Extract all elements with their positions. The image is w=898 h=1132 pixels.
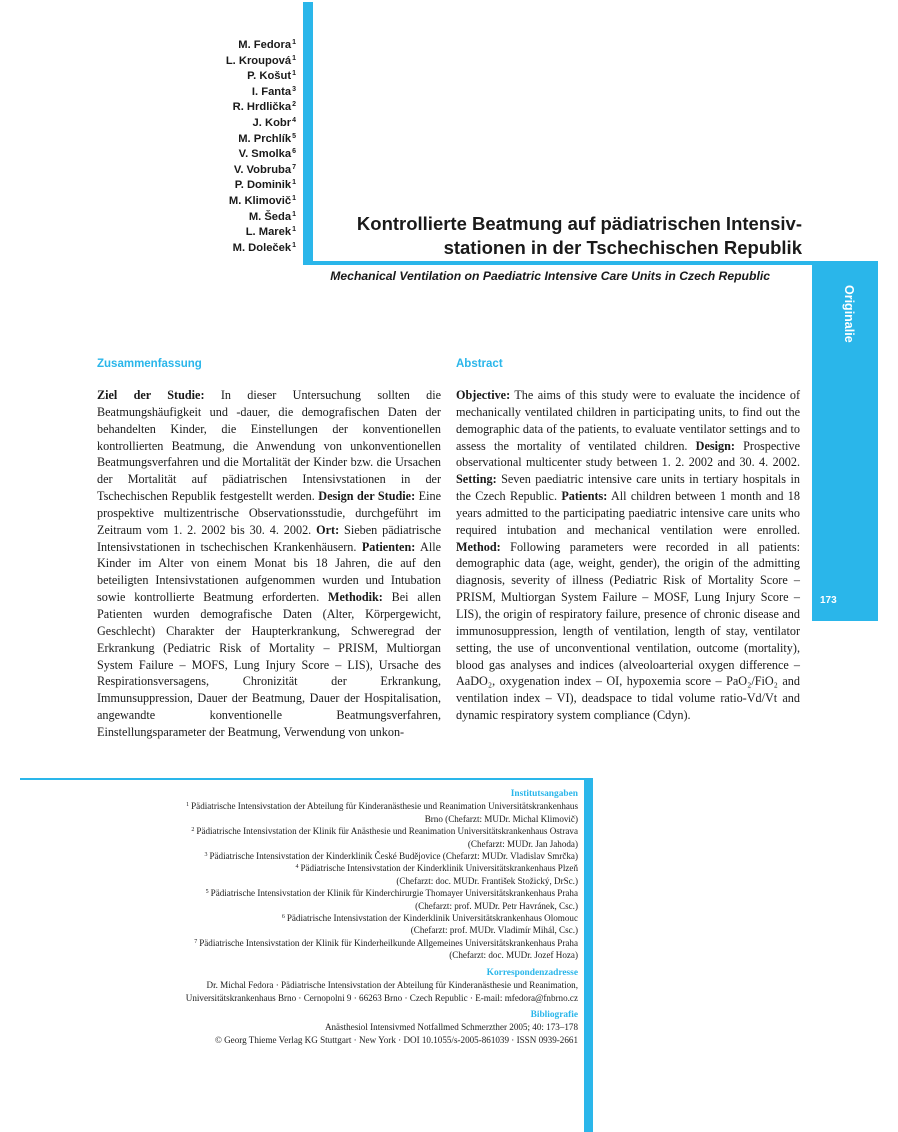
paragraph-text: The aims of this study were to evaluate the incidence of mechanically ventilated children in participating units, to find out the demographic data of the patients, to evaluate ventilator settings and to assess the mortality of ventilated children. <box>456 388 800 453</box>
section-label <box>812 263 878 383</box>
paragraph-text: All children between 1 month and 18 years admitted to the participating paediatric intensive care units who required intubation and mechanical ventilation were enrolled. <box>456 489 800 537</box>
zusammenfassung-column <box>97 356 441 741</box>
bibliography <box>60 1021 578 1046</box>
institution-number: 4 <box>295 864 299 871</box>
author-affiliation-mark: 6 <box>292 148 296 156</box>
paragraph-label: Design: <box>695 438 735 453</box>
paragraph-text: Prospective observational multicenter study between 1. 2. 2002 and 30. 4. 2002. <box>456 438 800 470</box>
paragraph-text: Bei allen Patienten wurden demografische Daten (Alter, Körpergewicht, Geschlecht) Charakter der Haupterkrankung, Schweregrad der Erkrankung (Pediatric Risk of Mortality – PRISM, Multiorgan System Failure – MOFS, Lung Injury Score – LIS), Ursache des Respirationsversagens, Chronizität der Erkrankung, Immunsuppression, Dauer der Beatmung, Dauer der Hospitalisation, angewandte konventionelle Beatmungsverfahren, Einstellungsparameter der Beatmung, Verwendung von unkon- <box>97 590 441 739</box>
author-name: M. Klimovič <box>228 194 292 207</box>
bibliography-line: © Georg Thieme Verlag KG Stuttgart · New York · DOI 10.1055/s-2005-861039 · ISSN 0939-2661 <box>214 1034 578 1045</box>
paragraph-label: Objective: <box>456 388 511 402</box>
paragraph-text: Alle Kinder im Alter von einem Monat bis 18 Jahren, die auf den beteiligten Intensivstationen aufgenommen wurden und Intubation sowie kontrollierte Beatmung erforderten. <box>97 539 441 605</box>
institution-text: (Chefarzt: MUDr. Jan Jahoda) <box>467 838 578 849</box>
institution-line <box>60 800 578 812</box>
page-number: 173 <box>820 595 837 606</box>
institutions-heading: Institutsangaben <box>510 789 578 799</box>
institution-line <box>60 912 578 924</box>
paragraph-label: Ziel der Studie: <box>97 388 205 402</box>
abstract-body <box>456 387 800 724</box>
institution-line <box>60 825 578 837</box>
author <box>150 85 296 101</box>
author <box>150 178 296 194</box>
article-title <box>330 212 802 260</box>
paragraph-label: Setting: <box>456 472 497 487</box>
affiliations-box <box>60 788 578 1046</box>
author-affiliation-mark: 5 <box>292 132 296 140</box>
institution-line <box>60 862 578 874</box>
author-name: I. Fanta <box>251 85 292 98</box>
section-label-text: Originalie <box>842 285 856 343</box>
institution-text: Brno (Chefarzt: MUDr. Michal Klimovič) <box>424 813 578 824</box>
author-affiliation-mark: 1 <box>292 194 296 202</box>
paragraph-text: Sieben pädiatrische Intensivstationen in tschechischen Krankenhäusern. <box>97 522 441 554</box>
institution-text: (Chefarzt: doc. MUDr. František Stožický, DrSc.) <box>396 875 578 886</box>
author <box>150 225 296 241</box>
institution-text: (Chefarzt: doc. MUDr. Jozef Hoza) <box>449 950 578 961</box>
title-underline-rule <box>303 261 878 265</box>
paragraph-text: Eine prospektive multizentrische Observationsstudie, durchgeführt im Zeitraum vom 1. 2. 2002 bis 30. 4. 2002. <box>97 489 441 537</box>
institution-line <box>60 924 578 936</box>
author <box>150 194 296 210</box>
author-affiliation-mark: 1 <box>292 39 296 46</box>
institution-line <box>60 900 578 912</box>
paragraph-label: Ort: <box>316 522 340 537</box>
author-name: V. Smolka <box>238 148 292 161</box>
author <box>150 100 296 116</box>
author <box>150 69 296 85</box>
institution-number: 1 <box>186 802 190 809</box>
title-line-2: stationen in der Tschechischen Republik <box>443 237 802 258</box>
institution-line <box>60 813 578 825</box>
bibliography-heading: Bibliografie <box>530 1009 578 1020</box>
author <box>150 210 296 226</box>
author-affiliation-mark: 1 <box>292 241 296 249</box>
author-affiliation-mark: 1 <box>292 54 296 62</box>
author <box>150 116 296 132</box>
author <box>150 54 296 70</box>
correspondence-address <box>60 979 578 1004</box>
institution-text: Pädiatrische Intensivstation der Kinderklinik Universitätskrankenhaus Olomouc <box>286 913 578 924</box>
author-affiliation-mark: 3 <box>292 85 296 93</box>
institution-line <box>60 875 578 887</box>
paragraph-label: Patienten: <box>361 539 416 554</box>
author-name: L. Marek <box>245 226 292 239</box>
abstract-column <box>456 356 800 724</box>
author-name: R. Hrdlička <box>232 101 292 114</box>
institutions-list <box>60 800 578 961</box>
author-affiliation-mark: 1 <box>292 210 296 218</box>
zusammenfassung-body <box>97 387 441 741</box>
author-affiliation-mark: 7 <box>292 163 296 171</box>
institution-line <box>60 838 578 850</box>
author-name: M. Prchlík <box>238 132 292 145</box>
institution-number: 3 <box>204 852 208 859</box>
paragraph-label: Methodik: <box>328 590 383 605</box>
institution-line <box>60 850 578 862</box>
author <box>150 147 296 163</box>
footer-horizontal-rule <box>20 778 593 780</box>
author <box>150 163 296 179</box>
author-affiliation-mark: 2 <box>292 101 296 109</box>
institution-number: 7 <box>194 938 198 945</box>
correspondence-line: Dr. Michal Fedora · Pädiatrische Intensivstation der Abteilung für Kinderanästhesie und Reanimation, <box>206 980 578 991</box>
institution-number: 5 <box>205 889 209 896</box>
institution-number: 6 <box>281 914 285 921</box>
author-name: M. Fedora <box>238 39 292 51</box>
title-line-1: Kontrollierte Beatmung auf pädiatrischen Intensiv- <box>356 213 802 234</box>
abstract-heading: Abstract <box>456 358 503 370</box>
author-name: M. Šeda <box>248 210 292 223</box>
institution-text: (Chefarzt: prof. MUDr. Vladimír Mihál, Csc.) <box>410 925 578 936</box>
institution-text: (Chefarzt: prof. MUDr. Petr Havránek, Csc.) <box>415 900 578 911</box>
bibliography-line: Anästhesiol Intensivmed Notfallmed Schmerzther 2005; 40: 173–178 <box>324 1022 578 1033</box>
author-list <box>150 38 296 256</box>
institution-text: Pädiatrische Intensivstation der Abteilung für Kinderanästhesie und Reanimation Universitätskrankenhaus <box>191 801 578 812</box>
accent-vertical-rule-top <box>303 2 313 262</box>
author-name: P. Dominik <box>234 179 292 192</box>
author <box>150 241 296 257</box>
author-name: J. Kobr <box>252 116 292 129</box>
institution-number: 2 <box>191 827 195 834</box>
author-affiliation-mark: 4 <box>292 116 296 124</box>
correspondence-line: Universitätskrankenhaus Brno · Cernopolni 9 · 66263 Brno · Czech Republic · E-mail: mfedora@fnbrno.cz <box>185 992 578 1003</box>
author-affiliation-mark: 1 <box>292 226 296 234</box>
author-name: L. Kroupová <box>225 54 292 67</box>
author-name: M. Doleček <box>232 241 292 254</box>
author-name: P. Košut <box>247 70 292 83</box>
institution-text: Pädiatrische Intensivstation der Klinik für Kinderchirurgie Thomayer Universitätskrankenhaus Praha <box>210 888 578 899</box>
author-name: V. Vobruba <box>233 163 292 176</box>
institution-text: Pädiatrische Intensivstation der Kinderklinik České Budějovice (Chefarzt: MUDr. Vladislav Smrčka) <box>209 851 578 862</box>
article-subtitle-english: Mechanical Ventilation on Paediatric Intensive Care Units in Czech Republic <box>330 269 770 283</box>
institution-line <box>60 949 578 961</box>
paragraph-text: In dieser Untersuchung sollten die Beatmungshäufigkeit und -dauer, die demografischen Daten der behandelten Kinder, die Einstellungen der konventionellen kontrollierten Beatmung, die Anwendung von unkonventionellen Beatmungsverfahren und die Mortalität der Kinder bzw. die Ursachen der Mortalität auf pädiatrischen Intensivstationen in der Tschechischen Republik festgestellt werden. <box>97 388 442 504</box>
correspondence-heading: Korrespondenzadresse <box>486 967 578 978</box>
paragraph-text: Seven paediatric intensive care units in tertiary hospitals in the Czech Republic. <box>456 472 800 504</box>
paragraph-label: Design der Studie: <box>318 489 416 504</box>
paragraph-text: Following parameters were recorded in all patients: demographic data (age, weight, gender), the origin of the admitting diagnosis, severity of illness (Pediatric Risk of Mortality Score – PRISM, Multiorgan System Failure – MOSF, Lung Injury Score – LIS), the origin of respiratory failure, presence of chronic disease and immunosuppression, length of ventilation, length of stay, ventilator setting, the use of unconventional ventilation, outcome (mortality), blood gas analyses and indices (alveoloarterial oxygen difference – AaDO₂, oxygenation index – OI, hypoxemia score – PaO₂/FiO₂ and ventilation index – VI), deadspace to tidal volume ratio-Vd/Vt and dynamic respiratory system compliance (Cdyn). <box>456 539 800 723</box>
author <box>150 132 296 148</box>
institution-line <box>60 887 578 899</box>
zusammenfassung-heading: Zusammenfassung <box>97 358 202 370</box>
author-affiliation-mark: 1 <box>292 179 296 187</box>
section-side-tab <box>812 263 878 621</box>
footer-vertical-rule <box>584 778 593 1132</box>
institution-line <box>60 937 578 949</box>
paragraph-label: Method: <box>456 539 501 554</box>
institution-text: Pädiatrische Intensivstation der Kinderklinik Universitätskrankenhaus Plzeň <box>300 863 578 874</box>
institution-text: Pädiatrische Intensivstation der Klinik für Anästhesie und Reanimation Universitätskrankenhaus Ostrava <box>196 826 578 837</box>
institution-text: Pädiatrische Intensivstation der Klinik für Kinderheilkunde Allgemeines Universitätskrankenhaus Praha <box>199 937 578 948</box>
author <box>150 38 296 54</box>
author-affiliation-mark: 1 <box>292 70 296 78</box>
paragraph-label: Patients: <box>561 489 608 504</box>
